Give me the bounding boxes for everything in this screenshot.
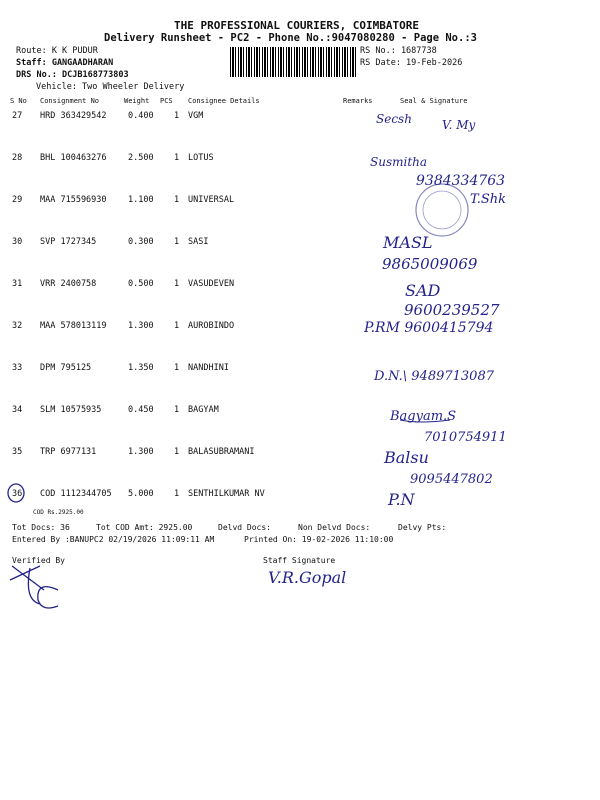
col-consignee: Consignee Details — [188, 97, 260, 105]
signature-27a: Secsh — [376, 112, 412, 126]
stamp-outline — [416, 184, 468, 236]
row-consignment: MAA 715596930 — [40, 195, 107, 205]
row-sno: 29 — [12, 195, 23, 205]
col-seal: Seal & Signature — [400, 97, 468, 105]
row-consignee: SENTHILKUMAR NV — [188, 489, 265, 499]
row-weight: 0.500 — [128, 279, 154, 289]
row-consignment: TRP 6977131 — [40, 447, 97, 457]
row-sno: 32 — [12, 321, 23, 331]
signature-29: T.Shk — [470, 192, 507, 207]
verifier-loop — [38, 587, 58, 608]
handwriting-30-name: MASL — [383, 233, 433, 252]
company-title: THE PROFESSIONAL COURIERS, COIMBATORE — [174, 19, 420, 32]
row-consignee: SASI — [188, 237, 209, 247]
row-sno: 27 — [12, 111, 23, 121]
row-pcs: 1 — [174, 195, 180, 205]
row-consignment: MAA 578013119 — [40, 321, 107, 331]
col-consignment: Consignment No — [40, 97, 100, 105]
handwriting-28-phone: 9384334763 — [416, 173, 506, 189]
handwriting-33: D.N.\ 9489713087 — [374, 369, 494, 384]
row-consignee: UNIVERSAL — [188, 195, 235, 205]
delivery-points: Delvy Pts: — [398, 523, 447, 532]
delivered-docs: Delvd Docs: — [218, 523, 271, 532]
drs-label: DRS No.: DCJB168773803 — [16, 70, 129, 80]
row-consignment: VRR 2400758 — [40, 279, 97, 289]
handwriting-32: P.RM 9600415794 — [364, 320, 494, 336]
verifier-scribble — [10, 566, 44, 604]
row-sno: 34 — [12, 405, 23, 415]
handwriting-35-name: Balsu — [384, 448, 429, 467]
row-weight: 2.500 — [128, 153, 154, 163]
row-consignment: DPM 795125 — [40, 363, 92, 373]
row-sno: 36 — [12, 489, 23, 499]
row-sno: 31 — [12, 279, 23, 289]
row-consignee: VASUDEVEN — [188, 279, 235, 289]
row-consignee: AUROBINDO — [188, 321, 235, 331]
row-weight: 1.300 — [128, 321, 154, 331]
cod-note: COD Rs.2925.00 — [33, 509, 84, 516]
row-pcs: 1 — [174, 321, 180, 331]
row-sno: 33 — [12, 363, 23, 373]
sno-36-circle — [8, 484, 24, 502]
row-pcs: 1 — [174, 237, 180, 247]
printed-on: Printed On: 19-02-2026 11:10:00 — [244, 535, 394, 544]
total-cod: Tot COD Amt: 2925.00 — [96, 523, 193, 532]
row-weight: 5.000 — [128, 489, 154, 499]
rs-date: RS Date: 19-Feb-2026 — [360, 58, 463, 68]
row-consignee: NANDHINI — [188, 363, 229, 373]
entered-by: Entered By :BANUPC2 02/19/2026 11:09:11 AM — [12, 535, 215, 544]
row-consignment: COD 1112344705 — [40, 489, 112, 499]
handwriting-30-phone: 9865009069 — [382, 255, 478, 273]
signature-27: V. My — [442, 118, 476, 132]
row-consignment: SLM 10575935 — [40, 405, 102, 415]
row-sno: 30 — [12, 237, 23, 247]
runsheet-title: Delivery Runsheet - PC2 - Phone No.:9047080280 - Page No.:3 — [104, 32, 477, 44]
row-weight: 1.100 — [128, 195, 154, 205]
row-pcs: 1 — [174, 153, 180, 163]
route-label: Route: K K PUDUR — [16, 46, 98, 56]
row-weight: 0.450 — [128, 405, 154, 415]
row-pcs: 1 — [174, 405, 180, 415]
row-sno: 28 — [12, 153, 23, 163]
row-pcs: 1 — [174, 489, 180, 499]
row-consignment: BHL 100463276 — [40, 153, 107, 163]
row-weight: 1.300 — [128, 447, 154, 457]
row-pcs: 1 — [174, 447, 180, 457]
handwriting-28-name: Susmitha — [370, 155, 428, 169]
col-sno: S No — [10, 97, 27, 105]
row-pcs: 1 — [174, 363, 180, 373]
staff-label: Staff: GANGAADHARAN — [16, 58, 114, 68]
stamp-inner — [423, 191, 461, 229]
staff-signature-label: Staff Signature — [263, 556, 336, 565]
handwriting-34-phone: 7010754911 — [424, 430, 507, 445]
row-consignee: BALASUBRAMANI — [188, 447, 255, 457]
non-delivered-docs: Non Delvd Docs: — [298, 523, 371, 532]
verified-by: Verified By — [12, 556, 65, 565]
handwriting-34-name: Bagyam.S — [390, 409, 457, 424]
col-remarks: Remarks — [343, 97, 373, 105]
row-weight: 1.350 — [128, 363, 154, 373]
row-weight: 0.400 — [128, 111, 154, 121]
row-pcs: 1 — [174, 279, 180, 289]
row-consignee: LOTUS — [188, 153, 214, 163]
row-sno: 35 — [12, 447, 23, 457]
signature-36: P.N — [388, 490, 415, 509]
row-pcs: 1 — [174, 111, 180, 121]
col-weight: Weight — [124, 97, 150, 105]
rs-number: RS No.: 1687738 — [360, 46, 437, 56]
col-pcs: PCS — [160, 97, 173, 105]
total-docs: Tot Docs: 36 — [12, 523, 70, 532]
handwriting-35-phone: 9095447802 — [410, 472, 493, 487]
row-consignee: BAGYAM — [188, 405, 219, 415]
row-weight: 0.300 — [128, 237, 154, 247]
staff-signature: V.R.Gopal — [268, 568, 347, 587]
row-consignment: SVP 1727345 — [40, 237, 97, 247]
handwriting-31-phone: 9600239527 — [404, 301, 500, 319]
sign-underline-34 — [400, 420, 450, 422]
row-consignee: VGM — [188, 111, 204, 121]
handwriting-31-name: SAD — [405, 281, 441, 300]
row-consignment: HRD 363429542 — [40, 111, 107, 121]
vehicle-label: Vehicle: Two Wheeler Delivery — [36, 82, 185, 92]
